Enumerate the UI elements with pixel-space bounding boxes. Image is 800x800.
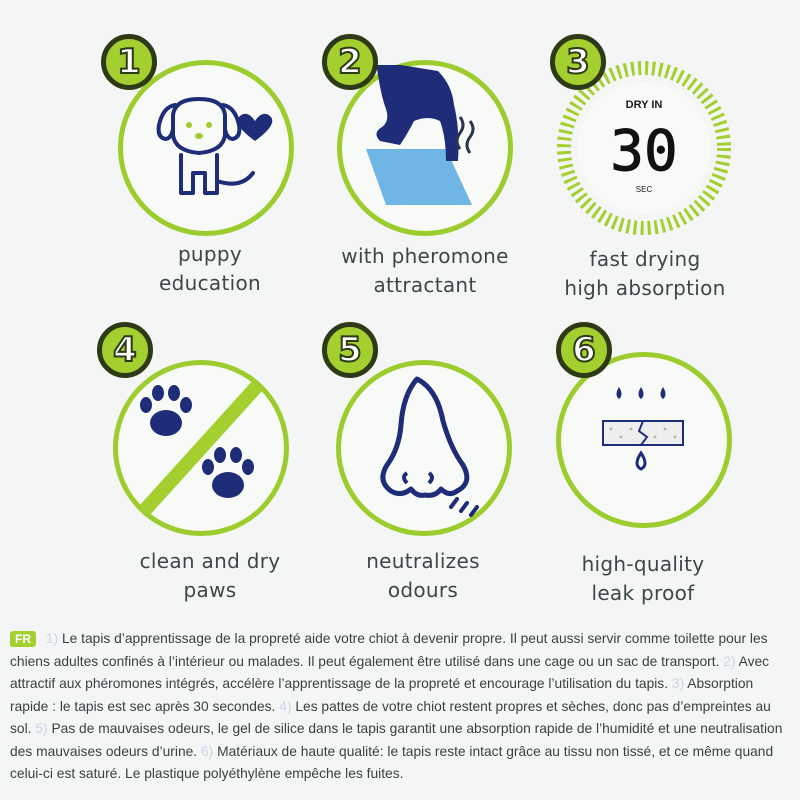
item-number: 6) [200,743,214,759]
step-badge: 1 [101,34,157,90]
svg-text:30: 30 [610,119,678,184]
item-number: 1) [45,631,59,646]
feature-leak-proof [518,312,768,605]
step-badge: 2 [322,34,378,90]
feature-label: high-quality leak proof [581,552,705,605]
feature-label: puppy education [159,242,261,295]
dog-on-pad-icon [342,65,508,231]
item-number: 2) [723,653,736,669]
feature-circle [556,352,732,528]
nose-icon [341,365,507,531]
puppy-heart-icon [123,65,289,231]
description-text: Pas de mauvaises odeurs, le gel de silice dans le tapis garantit une absorption rapide de l’humidité et une neutralisation des mauvaises odeurs d’urine. [10,721,783,759]
language-badge: FR [10,631,36,647]
feature-odours [298,312,548,602]
step-badge: 5 [322,322,378,378]
feature-label: fast drying high absorption [564,247,726,300]
leak-proof-layer-icon [561,357,727,523]
item-number: 5) [35,721,48,736]
description-text: Matériaux de haute qualité: le tapis reste intact grâce au tissu non tissé, et ce même quand celui-ci est saturé. Le plastique polyéthylène empêche les fuites. [10,743,774,781]
step-badge: 3 [550,34,606,90]
item-number: 3) [671,676,685,691]
feature-fast-drying [520,10,770,300]
description-text: Les pattes de votre chiot restent propres et sèches, donc pas d’empreintes au sol. [10,698,771,736]
step-badge: 6 [556,322,612,378]
french-description [10,628,792,786]
feature-label: neutralizes odours [366,549,480,602]
feature-circle [113,360,289,536]
paw-print-icon [202,447,254,498]
paw-print-icon [140,385,192,436]
feature-pheromone [300,10,550,300]
item-number: 4) [279,698,292,714]
feature-circle [118,60,294,236]
feature-puppy-education [85,10,335,300]
feature-label: clean and dry paws [139,549,281,602]
description-text: Avec attractif aux phéromones intégrés, accélère l’apprentissage de la propreté et encourage l’utilisation du tapis. [10,653,770,691]
paws-crossed-icon [118,365,284,531]
feature-circle [336,360,512,536]
svg-text:DRY IN: DRY IN [625,99,663,111]
svg-text:SEC: SEC [635,185,653,194]
description-text: Absorption rapide : le tapis est sec après 30 secondes. [10,676,754,714]
description-text: Le tapis d’apprentissage de la propreté aide votre chiot à devenir propre. Il peut aussi servir comme toilette pour les chiens adultes confinés à l’intérieur ou malades. Il peut également être utilisé dans une cage ou un sac de transport. [10,631,768,669]
step-badge: 4 [97,322,153,378]
feature-label: with pheromone attractant [341,244,509,297]
